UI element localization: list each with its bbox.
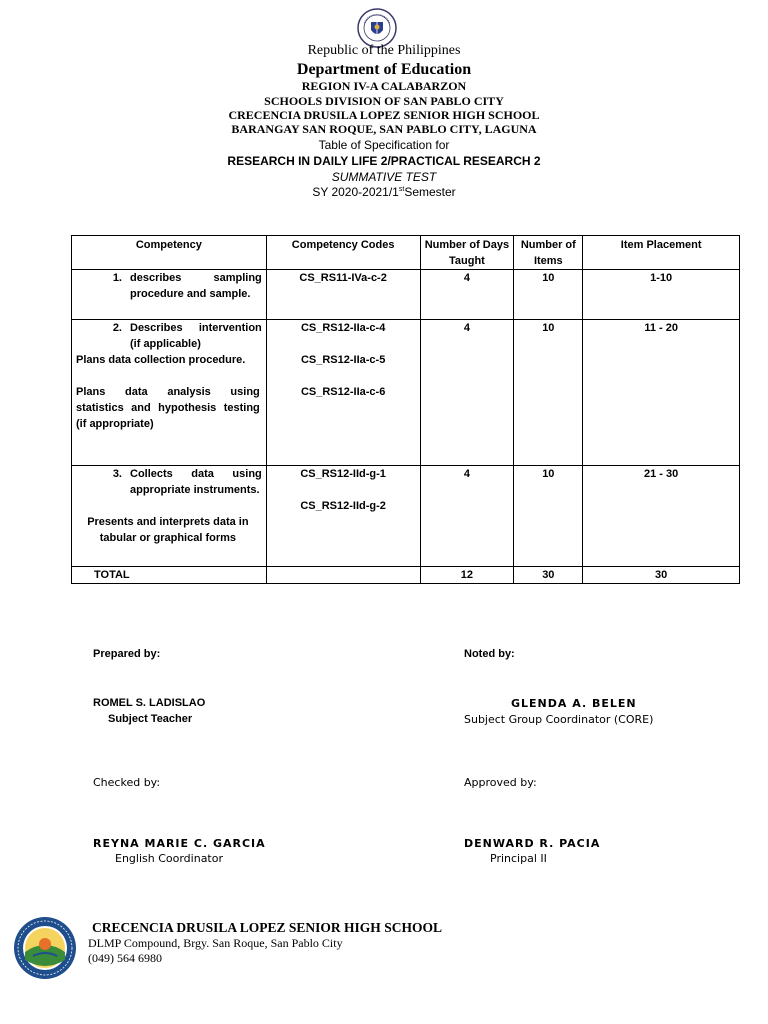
items-cell: 10 — [514, 270, 583, 320]
days-cell: 4 — [420, 320, 514, 466]
prepared-label: Prepared by: — [93, 648, 161, 660]
competency-cell — [72, 320, 267, 466]
placement-cell: 11 - 20 — [583, 320, 740, 466]
competency-code: CS_RS12-IId-g-2 — [300, 500, 386, 512]
noted-name: GLENDA A. BELEN — [511, 697, 637, 710]
school-year-prefix: SY 2020-2021/1 — [312, 185, 399, 199]
footer-school-name: CRECENCIA DRUSILA LOPEZ SENIOR HIGH SCHOOL — [92, 920, 442, 935]
codes-cell — [266, 466, 420, 567]
days-cell: 4 — [420, 466, 514, 567]
competency-number: 2. — [112, 322, 122, 334]
subject-title: RESEARCH IN DAILY LIFE 2/PRACTICAL RESEARCH 2 — [227, 154, 541, 168]
checked-title: English Coordinator — [115, 852, 224, 865]
competency-code: CS_RS11-IVa-c-2 — [299, 272, 387, 284]
prepared-title: Subject Teacher — [108, 713, 193, 725]
competency-code: CS_RS12-IIa-c-4 — [300, 322, 386, 334]
school-year-suffix: Semester — [404, 185, 456, 199]
prepared-name: ROMEL S. LADISLAO — [93, 697, 206, 709]
header-items: Number of Items — [514, 236, 583, 270]
republic-line: Republic of the Philippines — [307, 43, 461, 58]
test-type: SUMMATIVE TEST — [331, 170, 437, 184]
footer-address: DLMP Compound, Brgy. San Roque, San Pablo City — [88, 936, 343, 950]
header-competency: Competency — [72, 236, 267, 270]
checked-name: REYNA MARIE C. GARCIA — [93, 837, 266, 850]
codes-cell — [266, 270, 420, 320]
checked-label: Checked by: — [93, 776, 161, 789]
barangay-line: BARANGAY SAN ROQUE, SAN PABLO CITY, LAGUNA — [231, 122, 537, 136]
school-year — [0, 186, 768, 198]
school-year-ordinal: st — [398, 186, 405, 193]
region-line: REGION IV-A CALABARZON — [301, 79, 467, 93]
total-placement: 30 — [583, 567, 740, 584]
competency-cell — [72, 270, 267, 320]
specification-table — [71, 235, 740, 584]
competency-extra: Plans data collection procedure. — [76, 354, 246, 366]
total-label: TOTAL — [72, 567, 267, 584]
division-line: SCHOOLS DIVISION OF SAN PABLO CITY — [264, 94, 504, 108]
items-cell: 10 — [514, 320, 583, 466]
competency-text: describes sampling procedure and sample. — [130, 272, 262, 300]
deped-seal-icon — [357, 8, 397, 48]
approved-name: DENWARD R. PACIA — [464, 837, 601, 850]
total-days: 12 — [420, 567, 514, 584]
competency-code: CS_RS12-IIa-c-6 — [300, 386, 386, 398]
competency-text: Describes intervention (if applicable) — [130, 322, 262, 350]
header-placement: Item Placement — [583, 236, 740, 270]
competency-text: Collects data using appropriate instruments. — [130, 468, 262, 496]
competency-number: 1. — [112, 272, 122, 284]
competency-code: CS_RS12-IIa-c-5 — [300, 354, 386, 366]
total-row — [72, 567, 740, 584]
days-cell: 4 — [420, 270, 514, 320]
placement-cell: 1-10 — [583, 270, 740, 320]
school-line: CRECENCIA DRUSILA LOPEZ SENIOR HIGH SCHOOL — [228, 108, 540, 122]
competency-cell — [72, 466, 267, 567]
school-logo-icon — [13, 916, 77, 980]
competency-code: CS_RS12-IId-g-1 — [300, 468, 386, 480]
document-title: Table of Specification for — [318, 138, 450, 152]
placement-cell: 21 - 30 — [583, 466, 740, 567]
competency-extra: Presents and interprets data in tabular or graphical forms — [87, 516, 249, 544]
department-title: Department of Education — [296, 61, 472, 78]
approved-label: Approved by: — [464, 776, 537, 789]
competency-number: 3. — [112, 468, 122, 480]
items-cell: 10 — [514, 466, 583, 567]
codes-cell — [266, 320, 420, 466]
total-items: 30 — [514, 567, 583, 584]
table-row — [72, 320, 740, 466]
header-codes: Competency Codes — [266, 236, 420, 270]
total-codes — [266, 567, 420, 584]
footer-phone: (049) 564 6980 — [88, 951, 162, 965]
competency-extra: Plans data analysis using statistics and hypothesis testing (if appropriate) — [76, 386, 260, 430]
noted-label: Noted by: — [464, 648, 515, 660]
table-row — [72, 270, 740, 320]
approved-title: Principal II — [490, 852, 547, 865]
noted-title: Subject Group Coordinator (CORE) — [464, 713, 654, 726]
table-header-row — [72, 236, 740, 270]
table-row — [72, 466, 740, 567]
header-days: Number of Days Taught — [420, 236, 514, 270]
